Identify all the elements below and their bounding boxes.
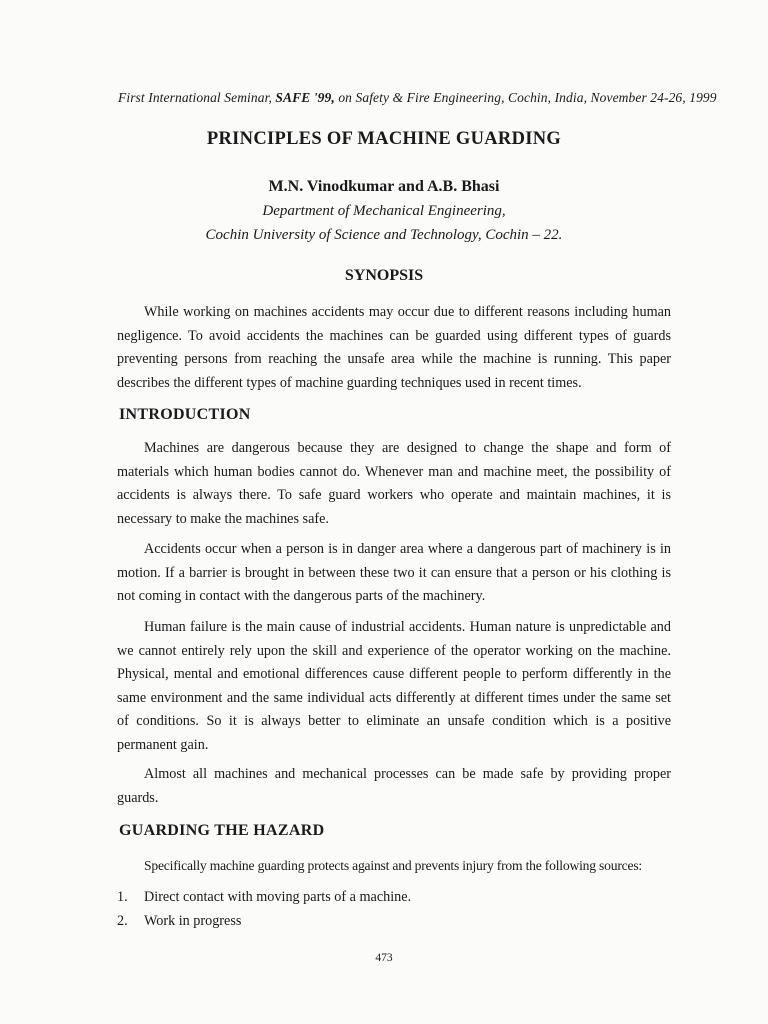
synopsis-paragraph: While working on machines accidents may occur due to different reasons including human negligence. To avoid accidents the machines can be guarded using different types of guards preventing persons from reaching the unsafe area while the machine is running. This paper describes the different types of machine guarding techniques used in recent times. — [117, 304, 671, 391]
affiliation-department: Department of Mechanical Engineering, — [262, 203, 506, 219]
list-item-number: 2. — [117, 912, 128, 929]
introduction-heading: INTRODUCTION — [119, 406, 251, 423]
conference-header-prefix: First International Seminar, — [118, 90, 276, 105]
introduction-paragraph: Accidents occur when a person is in danger area where a dangerous part of machinery is in motion. If a barrier is brought in between these two it can ensure that a person or his clothing is not coming in contact with the dangerous parts of the machinery. — [117, 541, 671, 604]
paper-authors: M.N. Vinodkumar and A.B. Bhasi — [268, 178, 500, 195]
conference-header-event: SAFE '99, — [275, 90, 335, 105]
introduction-paragraph: Human failure is the main cause of industrial accidents. Human nature is unpredictable and we cannot entirely rely upon the skill and experience of the operator working on the machine. Physical, mental and emotional differences cause different people to perform differently in the same environment and the same individual acts differently at different times under the same set of conditions. So it is always better to eliminate an unsafe condition which is a positive permanent gain. — [117, 619, 671, 753]
page-number: 473 — [375, 952, 393, 964]
list-item — [117, 910, 677, 934]
synopsis-heading: SYNOPSIS — [344, 267, 424, 284]
guarding-heading: GUARDING THE HAZARD — [119, 822, 325, 839]
paper-title: PRINCIPLES OF MACHINE GUARDING — [206, 129, 562, 149]
conference-header — [118, 90, 717, 106]
conference-header-suffix: on Safety & Fire Engineering, Cochin, India, November 24-26, 1999 — [334, 90, 717, 105]
list-item — [117, 886, 677, 910]
list-item-text: Direct contact with moving parts of a machine. — [144, 889, 412, 905]
list-item-text: Work in progress — [144, 912, 242, 929]
introduction-paragraph: Machines are dangerous because they are designed to change the shape and form of materials which human bodies cannot do. Whenever man and machine meet, the possibility of accidents is always there. To safe guard workers who operate and maintain machines, it is necessary to make the machines safe. — [117, 440, 671, 527]
hazard-source-list — [117, 886, 677, 933]
guarding-intro-paragraph: Specifically machine guarding protects against and prevents injury from the following sources: — [144, 858, 642, 873]
introduction-paragraph: Almost all machines and mechanical processes can be made safe by providing proper guards. — [117, 766, 671, 806]
affiliation-university: Cochin University of Science and Technology, Cochin – 22. — [205, 227, 563, 243]
list-item-number: 1. — [117, 889, 128, 905]
